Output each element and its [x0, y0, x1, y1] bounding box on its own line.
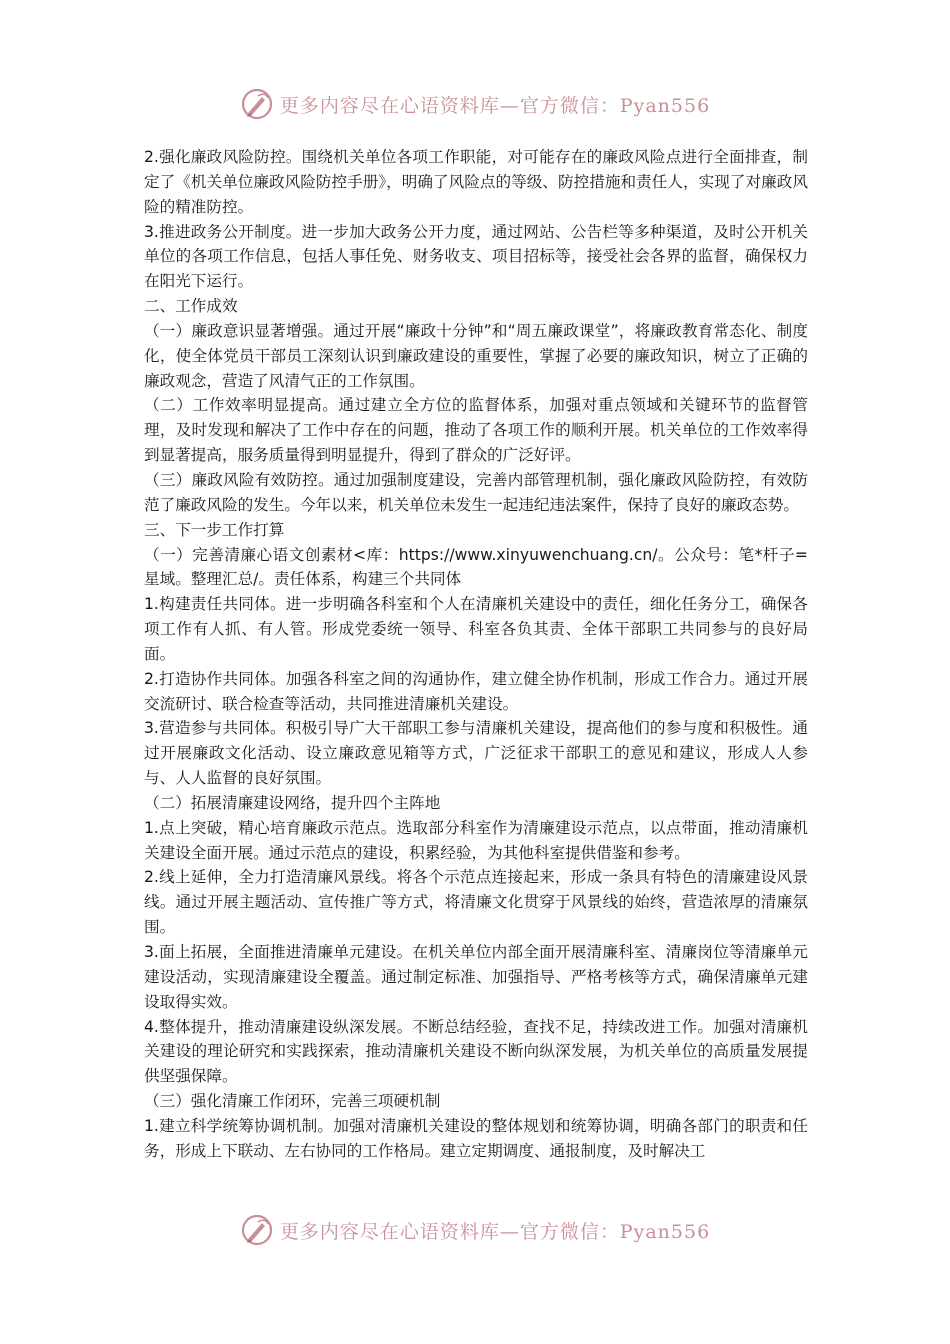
section-heading: 二、工作成效: [144, 297, 238, 316]
pen-logo-icon: [240, 87, 274, 121]
watermark-header: [0, 84, 950, 124]
paragraph: 1.构建责任共同体。进一步明确各科室和个人在清廉机关建设中的责任，细化任务分工，确保各项工作有人抓、有人管。形成党委统一领导、科室各负其责、全体干部职工共同参与的良好局面。: [144, 595, 808, 663]
subsection-heading: （三）强化清廉工作闭环，完善三项硬机制: [144, 1092, 441, 1111]
paragraph: 1.建立科学统筹协调机制。加强对清廉机关建设的整体规划和统筹协调，明确各部门的职责和任务，形成上下联动、左右协同的工作格局。建立定期调度、通报制度，及时解决工: [144, 1116, 808, 1160]
pen-logo-icon: [240, 1213, 274, 1247]
paragraph: 4.整体提升，推动清廉建设纵深发展。不断总结经验，查找不足，持续改进工作。加强对清廉机关建设的理论研究和实践探索，推动清廉机关建设不断向纵深发展，为机关单位的高质量发展提供坚强保障。: [144, 1017, 808, 1086]
paragraph: （一）完善清廉心语文创素材<库：https://www.xinyuwenchuang.cn/。公众号：笔*杆子=星域。整理汇总/。责任体系，构建三个共同体: [144, 545, 808, 589]
paragraph: （二）工作效率明显提高。通过建立全方位的监督体系，加强对重点领域和关键环节的监督管理，及时发现和解决了工作中存在的问题，推动了各项工作的顺利开展。机关单位的工作效率得到显著提高，服务质量得到明显提升，得到了群众的广泛好评。: [144, 396, 808, 465]
section-heading: 三、下一步工作打算: [144, 520, 285, 539]
paragraph: 2.线上延伸，全力打造清廉风景线。将各个示范点连接起来，形成一条具有特色的清廉建设风景线。通过开展主题活动、宣传推广等方式，将清廉文化贯穿于风景线的始终，营造浓厚的清廉氛围。: [144, 868, 808, 937]
paragraph: （一）廉政意识显著增强。通过开展“廉政十分钟”和“周五廉政课堂”，将廉政教育常态化、制度化，使全体党员干部员工深刻认识到廉政建设的重要性，掌握了必要的廉政知识，树立了正确的廉政观念，营造了风清气正的工作氛围。: [144, 321, 808, 390]
watermark-text: 更多内容尽在心语资料库—官方微信：Pyan556: [279, 1220, 711, 1243]
paragraph: （三）廉政风险有效防控。通过加强制度建设，完善内部管理机制，强化廉政风险防控，有效防范了廉政风险的发生。今年以来，机关单位未发生一起违纪违法案件，保持了良好的廉政态势。: [144, 470, 808, 514]
paragraph: 2.打造协作共同体。加强各科室之间的沟通协作，建立健全协作机制，形成工作合力。通过开展交流研讨、联合检查等活动，共同推进清廉机关建设。: [144, 669, 808, 713]
paragraph: 3.营造参与共同体。积极引导广大干部职工参与清廉机关建设，提高他们的参与度和积极性。通过开展廉政文化活动、设立廉政意见箱等方式，广泛征求干部职工的意见和建议，形成人人参与、人人监督的良好氛围。: [144, 719, 808, 788]
subsection-heading: （二）拓展清廉建设网络，提升四个主阵地: [144, 793, 441, 812]
paragraph: 2.强化廉政风险防控。围绕机关单位各项工作职能，对可能存在的廉政风险点进行全面排查，制定了《机关单位廉政风险防控手册》，明确了风险点的等级、防控措施和责任人，实现了对廉政风险的精准防控。: [144, 148, 808, 216]
watermark-footer: [0, 1210, 950, 1250]
paragraph: 3.面上拓展，全面推进清廉单元建设。在机关单位内部全面开展清廉科室、清廉岗位等清廉单元建设活动，实现清廉建设全覆盖。通过制定标准、加强指导、严格考核等方式，确保清廉单元建设取得实效。: [144, 943, 808, 1011]
document-body: [144, 145, 808, 1164]
paragraph: 1.点上突破，精心培育廉政示范点。选取部分科室作为清廉建设示范点，以点带面，推动清廉机关建设全面开展。通过示范点的建设，积累经验，为其他科室提供借鉴和参考。: [144, 818, 808, 862]
paragraph: 3.推进政务公开制度。进一步加大政务公开力度，通过网站、公告栏等多种渠道，及时公开机关单位的各项工作信息，包括人事任免、财务收支、项目招标等，接受社会各界的监督，确保权力在阳光下运行。: [144, 222, 808, 291]
watermark-text: 更多内容尽在心语资料库—官方微信：Pyan556: [279, 94, 711, 117]
